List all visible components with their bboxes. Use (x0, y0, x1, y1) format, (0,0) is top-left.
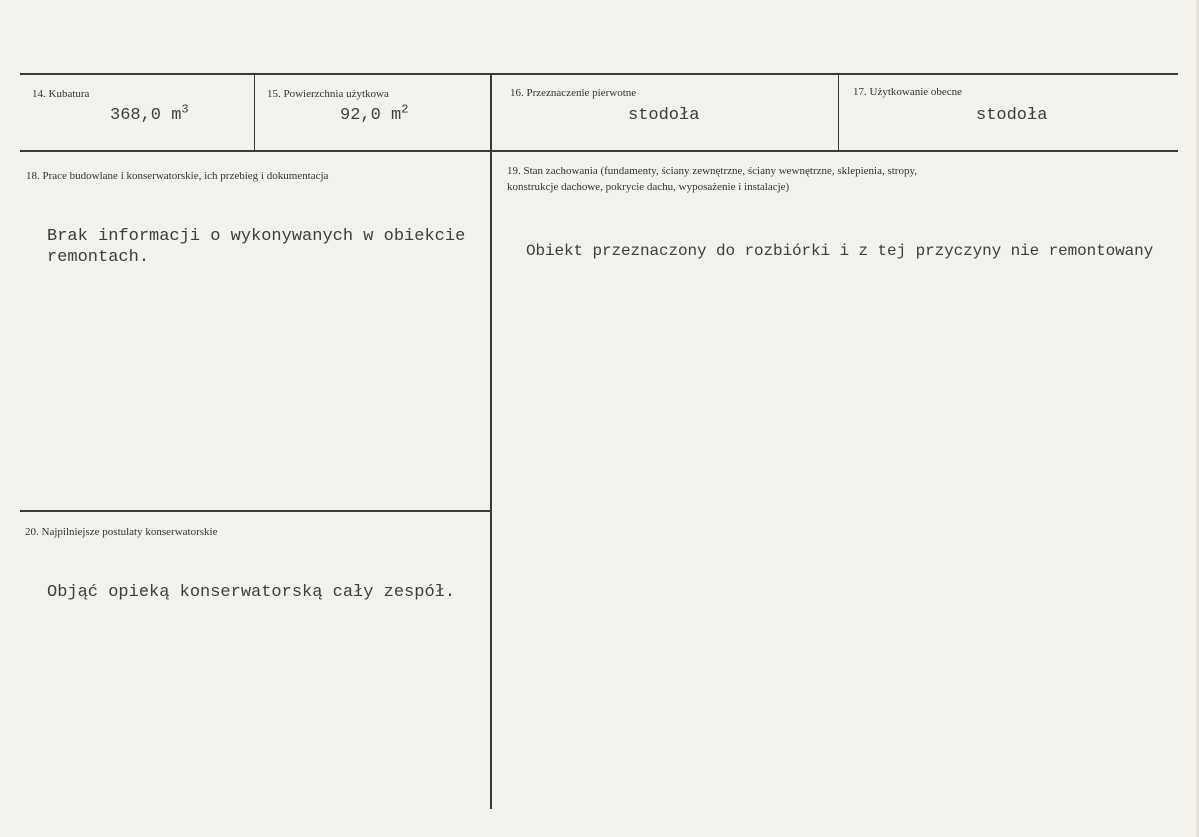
prace-budowlane-text: Brak informacji o wykonywanych w obiekcie remontach. (47, 227, 466, 267)
przeznaczenie-label: 16. Przeznaczenie pierwotne (510, 87, 637, 99)
powierzchnia-value (340, 102, 409, 125)
top-rule (20, 73, 1178, 75)
kubatura-number: 368,0 m (110, 106, 182, 125)
uzytkowanie-label: 17. Użytkowanie obecne (853, 86, 963, 98)
powierzchnia-number: 92,0 m (340, 106, 402, 125)
stan-zachowania-text: Obiekt przeznaczony do rozbiórki i z tej przyczyny nie remontowany (526, 242, 1154, 260)
prace-budowlane-label: 18. Prace budowlane i konserwatorskie, ich przebieg i dokumentacja (26, 170, 329, 182)
powierzchnia-exponent: 2 (401, 102, 409, 117)
uzytkowanie-value: stodoła (976, 106, 1048, 125)
row1-bottom-rule (20, 150, 1178, 152)
stan-zachowania-label-line2: konstrukcje dachowe, pokrycie dachu, wyposażenie i instalacje) (507, 181, 790, 193)
divider-16-17 (838, 75, 839, 150)
kubatura-value (110, 102, 189, 125)
divider-main (490, 75, 492, 809)
postulaty-text: Objąć opieką konserwatorską cały zespół. (47, 583, 456, 602)
stan-zachowania-label-line1: 19. Stan zachowania (fundamenty, ściany zewnętrzne, ściany wewnętrzne, sklepienia, stropy, (507, 165, 918, 177)
divider-14-15 (254, 75, 255, 150)
przeznaczenie-value: stodoła (628, 106, 700, 125)
postulaty-label: 20. Najpilniejsze postulaty konserwatorskie (25, 526, 218, 538)
kubatura-label: 14. Kubatura (32, 88, 90, 100)
powierzchnia-label: 15. Powierzchnia użytkowa (267, 88, 389, 100)
section18-bottom-rule (20, 510, 490, 512)
kubatura-exponent: 3 (181, 102, 189, 117)
